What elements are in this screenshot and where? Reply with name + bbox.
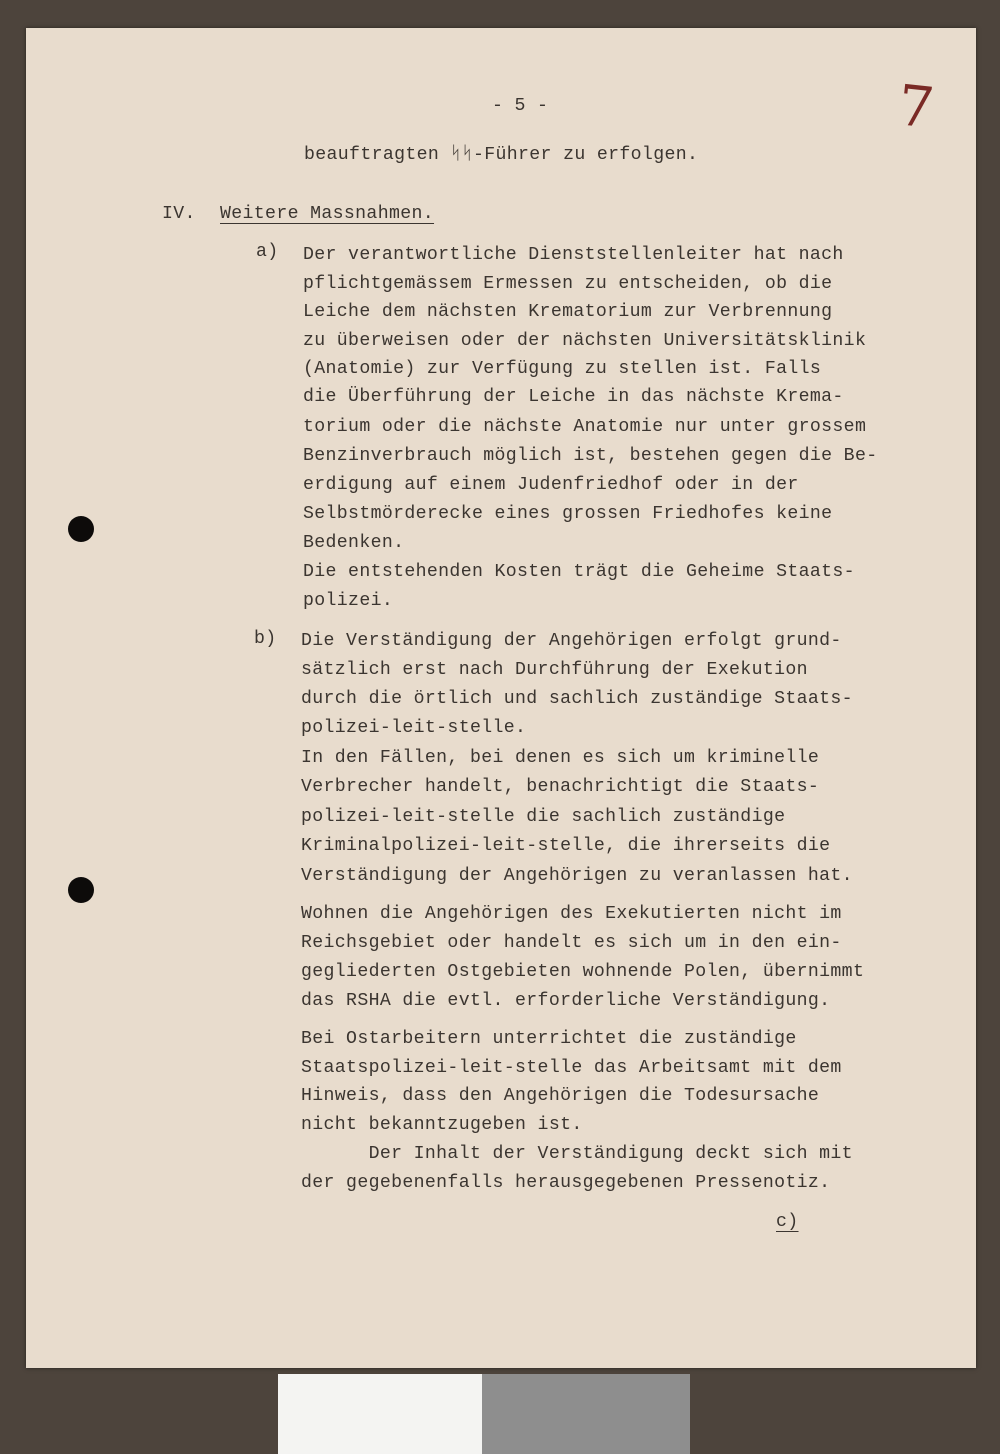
text-line: torium oder die nächste Anatomie nur unter grossem [303, 417, 867, 437]
text-line: Bedenken. [303, 533, 405, 553]
text-line: Verbrecher handelt, benachrichtigt die Staats- [301, 777, 820, 797]
text-line: Leiche dem nächsten Krematorium zur Verbrennung [303, 302, 833, 322]
text-line: Benzinverbrauch möglich ist, bestehen gegen die Be- [303, 446, 878, 466]
section-heading: Weitere Massnahmen. [220, 204, 435, 224]
text-line: In den Fällen, bei denen es sich um kriminelle [301, 748, 820, 768]
text-line: Verständigung der Angehörigen zu veranlassen hat. [301, 866, 853, 886]
page-number: - 5 - [492, 96, 549, 116]
text-line: Staatspolizei-leit-stelle das Arbeitsamt mit dem [301, 1058, 842, 1078]
text-line: zu überweisen oder der nächsten Universitätsklinik [303, 331, 867, 351]
catchword: c) [776, 1212, 799, 1232]
text-line: Hinweis, dass den Angehörigen die Todesursache [301, 1086, 820, 1106]
section-numeral: IV. [162, 204, 196, 224]
opening-line: beauftragten ᛋᛋ-Führer zu erfolgen. [304, 145, 699, 165]
text-line: erdigung auf einem Judenfriedhof oder in der [303, 475, 799, 495]
text-line: polizei-leit-stelle. [301, 718, 527, 738]
text-line: Die entstehenden Kosten trägt die Geheime Staats- [303, 562, 855, 582]
text-line: Selbstmörderecke eines grossen Friedhofes keine [303, 504, 833, 524]
text-line: Der Inhalt der Verständigung deckt sich mit [301, 1144, 853, 1164]
text-line: sätzlich erst nach Durchführung der Exekution [301, 660, 808, 680]
text-line: das RSHA die evtl. erforderliche Verständigung. [301, 991, 831, 1011]
text-line: polizei-leit-stelle die sachlich zuständige [301, 807, 786, 827]
text-line: Kriminalpolizei-leit-stelle, die ihrerseits die [301, 836, 831, 856]
item-a-label: a) [256, 242, 279, 262]
calibration-white-patch [278, 1374, 482, 1454]
text-line: Der verantwortliche Dienststellenleiter hat nach [303, 245, 844, 265]
punch-hole-upper [68, 516, 94, 542]
handwritten-folio-number: 7 [894, 73, 937, 142]
text-line: gegliederten Ostgebieten wohnende Polen, übernimmt [301, 962, 865, 982]
text-line: Die Verständigung der Angehörigen erfolgt grund- [301, 631, 842, 651]
text-line: durch die örtlich und sachlich zuständige Staats- [301, 689, 853, 709]
text-line: die Überführung der Leiche in das nächste Krema- [303, 387, 844, 407]
text-line: Wohnen die Angehörigen des Exekutierten nicht im [301, 904, 842, 924]
text-line: der gegebenenfalls herausgegebenen Pressenotiz. [301, 1173, 831, 1193]
text-line: (Anatomie) zur Verfügung zu stellen ist. Falls [303, 359, 822, 379]
text-line: pflichtgemässem Ermessen zu entscheiden, ob die [303, 274, 833, 294]
text-line: Bei Ostarbeitern unterrichtet die zuständige [301, 1029, 797, 1049]
calibration-gray-patch [482, 1374, 690, 1454]
text-line: polizei. [303, 591, 394, 611]
text-line: nicht bekanntzugeben ist. [301, 1115, 583, 1135]
text-line: Reichsgebiet oder handelt es sich um in den ein- [301, 933, 842, 953]
item-b-label: b) [254, 629, 277, 649]
punch-hole-lower [68, 877, 94, 903]
